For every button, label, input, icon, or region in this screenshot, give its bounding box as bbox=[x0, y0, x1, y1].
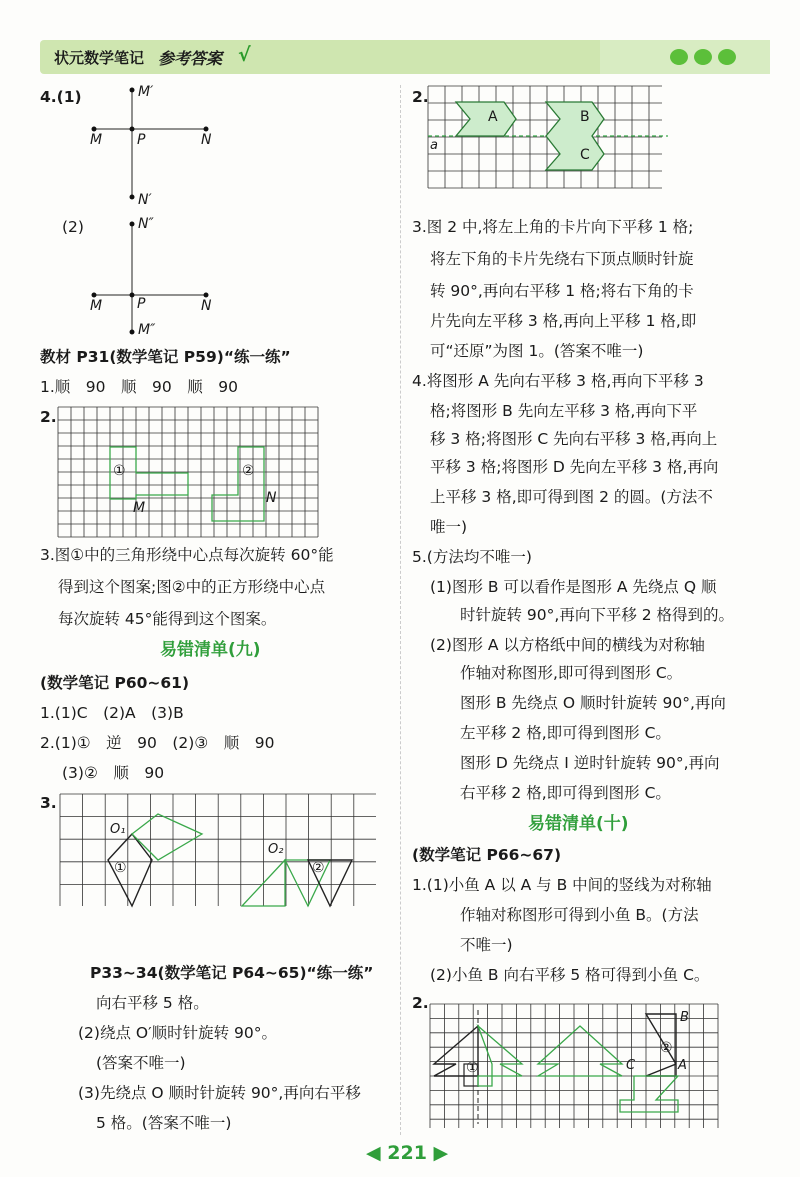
label-n-double-prime: N″ bbox=[138, 216, 154, 232]
fish-answer-2-label: 2. bbox=[412, 994, 429, 1012]
r-q5-2c: 图形 B 先绕点 O 顺时针旋转 90°,再向 bbox=[460, 694, 726, 712]
arrow-left-icon: ◀ bbox=[366, 1142, 381, 1164]
answer-3-line2: 得到这个图案;图②中的正方形绕中心点 bbox=[58, 578, 326, 596]
label-n: N bbox=[201, 132, 212, 148]
err-answer-1: 1.(1)C (2)A (3)B bbox=[40, 704, 184, 722]
p33-answer-2: (2)绕点 O′顺时针旋转 90°。 bbox=[78, 1024, 278, 1042]
p33-answer-1: 向右平移 5 格。 bbox=[96, 994, 209, 1012]
fish-answer-1a: 1.(1)小鱼 A 以 A 与 B 中间的竖线为对称轴 bbox=[412, 876, 712, 894]
tree-label-b: B bbox=[680, 1010, 689, 1025]
label-m-prime: M′ bbox=[138, 84, 154, 100]
r-q4-line2: 格;将图形 B 先向左平移 3 格,再向下平 bbox=[430, 402, 698, 420]
grid-label-n: N bbox=[266, 490, 277, 506]
dot-icon bbox=[670, 49, 688, 65]
book-title: 状元数学笔记 bbox=[54, 49, 145, 67]
p33-answer-3: (3)先绕点 O 顺时针旋转 90°,再向右平移 bbox=[78, 1084, 361, 1102]
page-number-text: 221 bbox=[387, 1142, 427, 1164]
section-title-10: 易错清单(十) bbox=[528, 814, 629, 834]
tree-label-1: ① bbox=[466, 1060, 479, 1076]
r-q4-line3: 移 3 格;将图形 C 先向右平移 3 格,再向上 bbox=[430, 430, 718, 448]
card-label-b: B bbox=[580, 109, 590, 125]
r-q5-1b: 时针旋转 90°,再向下平移 2 格得到的。 bbox=[460, 606, 735, 624]
tree-label-2: ② bbox=[660, 1040, 673, 1056]
page-number bbox=[366, 1142, 448, 1164]
label-p-2: P bbox=[137, 296, 146, 312]
column-divider bbox=[400, 85, 401, 1135]
card-label-a: A bbox=[488, 109, 498, 125]
r-q3-line2: 将左下角的卡片先绕右下顶点顺时针旋 bbox=[430, 250, 694, 268]
r-q3-line3: 转 90°,再向右平移 1 格;将右下角的卡 bbox=[430, 282, 694, 300]
dot-icon bbox=[694, 49, 712, 65]
label-m-double-prime: M″ bbox=[138, 322, 156, 338]
r-q5-2a: (2)图形 A 以方格纸中间的横线为对称轴 bbox=[430, 636, 705, 654]
r-q4-line4: 平移 3 格;将图形 D 先向左平移 3 格,再向 bbox=[430, 458, 719, 476]
right-q2-label: 2. bbox=[412, 88, 429, 106]
figure-4-2 bbox=[80, 218, 230, 338]
check-icon: √ bbox=[238, 44, 251, 66]
fish-answer-1d: (2)小鱼 B 向右平移 5 格可得到小鱼 C。 bbox=[430, 966, 710, 984]
answer-3-line1: 3.图①中的三角形绕中心点每次旋转 60°能 bbox=[40, 546, 334, 564]
r-q5-2e: 图形 D 先绕点 I 逆时针旋转 90°,再向 bbox=[460, 754, 720, 772]
r-q3-line1: 3.图 2 中,将左上角的卡片向下平移 1 格; bbox=[412, 218, 694, 236]
header-dots bbox=[670, 49, 742, 69]
r-q3-line4: 片先向左平移 3 格,再向上平移 1 格,即 bbox=[430, 312, 697, 330]
section-title: 参考答案 bbox=[158, 49, 223, 68]
grid-label-2: ② bbox=[242, 463, 255, 479]
fish-answer-1b: 作轴对称图形可得到小鱼 B。(方法 bbox=[460, 906, 699, 924]
grid-label-m: M bbox=[133, 500, 146, 516]
label-n-2: N bbox=[201, 298, 212, 314]
err-answer-3-label: 3. bbox=[40, 794, 57, 812]
r-q5-intro: 5.(方法均不唯一) bbox=[412, 548, 532, 566]
p33-answer-2-note: (答案不唯一) bbox=[96, 1054, 186, 1072]
answer-2-label: 2. bbox=[40, 408, 57, 426]
fish-answer-1c: 不唯一) bbox=[460, 936, 513, 954]
tree-label-a: A bbox=[678, 1058, 687, 1073]
grid-label-2b: ② bbox=[312, 860, 325, 876]
section-sub-10: (数学笔记 P66~67) bbox=[412, 846, 562, 864]
r-q3-line5: 可“还原”为图 1。(答案不唯一) bbox=[430, 342, 644, 360]
err-answer-2a: 2.(1)① 逆 90 (2)③ 顺 90 bbox=[40, 734, 275, 752]
grid-rotation-figure bbox=[58, 407, 318, 537]
header-bar bbox=[40, 40, 770, 74]
q4-2-label: (2) bbox=[62, 218, 84, 236]
err-answer-2b: (3)② 顺 90 bbox=[62, 764, 165, 782]
card-label-c: C bbox=[580, 147, 590, 163]
dot-icon bbox=[718, 49, 736, 65]
arrow-right-icon: ▶ bbox=[433, 1142, 449, 1164]
label-o1: O₁ bbox=[110, 822, 126, 837]
grid-label-1: ① bbox=[113, 463, 126, 479]
textbook-heading: 教材 P31(数学笔记 P59)“练一练” bbox=[40, 348, 291, 366]
grid-label-1b: ① bbox=[114, 860, 127, 876]
section-sub-9: (数学笔记 P60~61) bbox=[40, 674, 190, 692]
label-m: M bbox=[90, 132, 103, 148]
label-n-prime: N′ bbox=[138, 192, 152, 208]
grid-card-figure bbox=[428, 86, 668, 204]
p33-answer-3-cont: 5 格。(答案不唯一) bbox=[96, 1114, 232, 1132]
section-title-9: 易错清单(九) bbox=[160, 640, 261, 660]
line-label-a: a bbox=[430, 138, 438, 153]
r-q4-line1: 4.将图形 A 先向右平移 3 格,再向下平移 3 bbox=[412, 372, 704, 390]
grid-triangle-figure bbox=[60, 794, 378, 944]
label-o2: O₂ bbox=[268, 842, 284, 857]
r-q5-2f: 右平移 2 格,即可得到图形 C。 bbox=[460, 784, 671, 802]
answer-1: 1.顺 90 顺 90 顺 90 bbox=[40, 378, 238, 396]
r-q5-1a: (1)图形 B 可以看作是图形 A 先绕点 Q 顺 bbox=[430, 578, 717, 596]
q4-1-label: 4.(1) bbox=[40, 88, 82, 106]
r-q5-2d: 左平移 2 格,即可得到图形 C。 bbox=[460, 724, 671, 742]
label-p: P bbox=[137, 132, 146, 148]
p33-heading: P33~34(数学笔记 P64~65)“练一练” bbox=[90, 964, 374, 982]
r-q4-line5: 上平移 3 格,即可得到图 2 的圆。(方法不 bbox=[430, 488, 713, 506]
answer-3-line3: 每次旋转 45°能得到这个图案。 bbox=[58, 610, 277, 628]
r-q4-line6: 唯一) bbox=[430, 518, 468, 536]
r-q5-2b: 作轴对称图形,即可得到图形 C。 bbox=[460, 664, 683, 682]
tree-label-c: C bbox=[626, 1058, 636, 1073]
label-m-2: M bbox=[90, 298, 103, 314]
